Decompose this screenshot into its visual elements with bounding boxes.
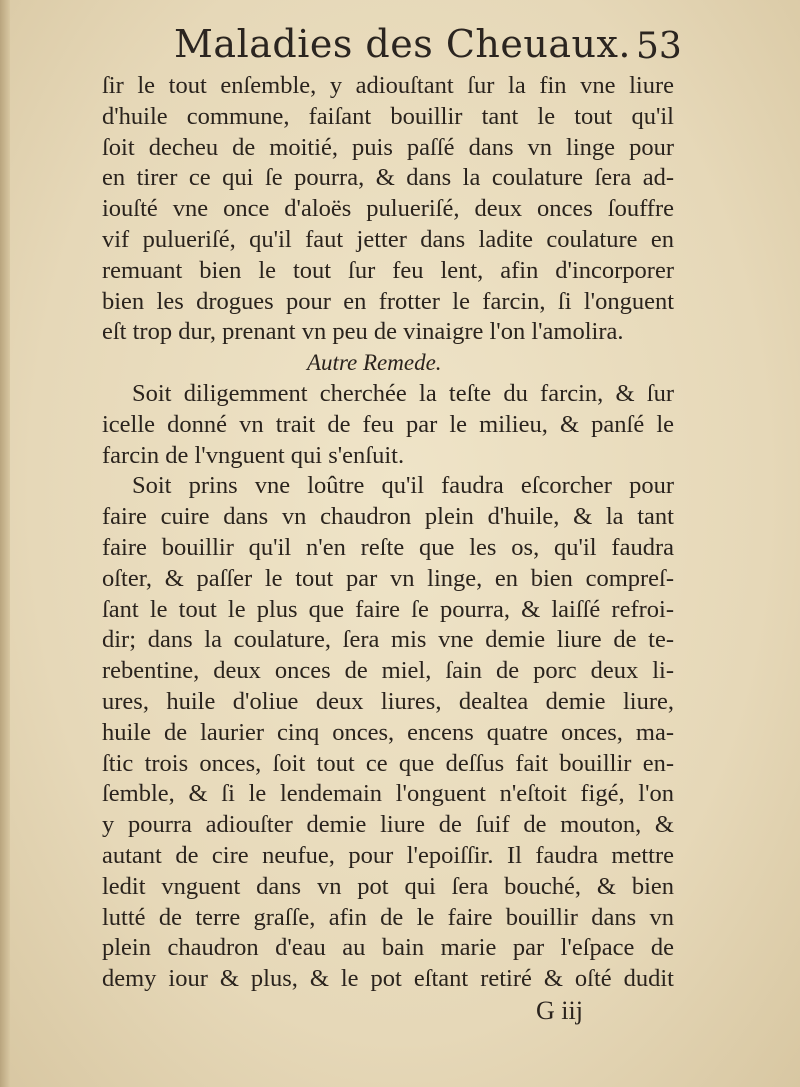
text-line: dir; dans la coulature, ſera mis vne demie liure de te- xyxy=(102,626,674,654)
section-heading: Autre Remede. xyxy=(307,350,442,376)
text-line: ſtic trois onces, ſoit tout ce que deſſus fait bouillir en- xyxy=(102,749,674,777)
body-text xyxy=(102,71,674,995)
text-line: huile de laurier cinq onces, encens quatre onces, ma- xyxy=(102,718,674,746)
text-line: eſt trop dur, prenant vn peu de vinaigre l'on l'amolira. xyxy=(102,318,624,346)
text-line: ledit vnguent dans vn pot qui ſera bouché, & bien xyxy=(102,872,674,900)
text-line: en tirer ce qui ſe pourra, & dans la coulature ſera ad- xyxy=(102,164,674,192)
page-gutter xyxy=(0,0,10,1087)
text-line: ures, huile d'oliue deux liures, dealtea demie liure, xyxy=(102,687,674,715)
text-line: ſant le tout le plus que faire ſe pourra, & laiſſé refroi- xyxy=(102,595,674,623)
text-line: ſoit decheu de moitié, puis paſſé dans vn linge pour xyxy=(102,133,674,161)
text-line: oſter, & paſſer le tout par vn linge, en bien compreſ- xyxy=(102,564,674,592)
text-line: ſemble, & ſi le lendemain l'onguent n'eſtoit figé, l'on xyxy=(102,780,674,808)
text-line: faire cuire dans vn chaudron plein d'huile, & la tant xyxy=(102,503,674,531)
text-line: y pourra adiouſter demie liure de ſuif de mouton, & xyxy=(102,811,674,839)
text-line: rebentine, deux onces de miel, ſain de porc deux li- xyxy=(102,657,674,685)
text-line: autant de cire neufue, pour l'epoiſſir. Il faudra mettre xyxy=(102,841,674,869)
running-title: Maladies des Cheuaux. xyxy=(174,22,631,66)
text-line: farcin de l'vnguent qui s'enſuit. xyxy=(102,441,405,469)
text-line: faire bouillir qu'il n'en reſte que les os, qu'il faudra xyxy=(102,533,674,561)
page-number: 53 xyxy=(636,26,682,67)
page-header xyxy=(104,22,682,74)
signature-mark: G iij xyxy=(536,996,583,1025)
text-line: plein chaudron d'eau au bain marie par l'eſpace de xyxy=(102,934,674,962)
text-line: vif pulueriſé, qu'il faut jetter dans ladite coulature en xyxy=(102,225,674,253)
text-line: bien les drogues pour en frotter le farcin, ſi l'onguent xyxy=(102,287,674,315)
text-line: icelle donné vn trait de feu par le milieu, & panſé le xyxy=(102,410,674,438)
text-line: Soit prins vne loûtre qu'il faudra eſcorcher pour xyxy=(132,472,674,500)
text-line: iouſté vne once d'aloës pulueriſé, deux onces ſouffre xyxy=(102,195,674,223)
text-line: ſir le tout enſemble, y adiouſtant ſur la fin vne liure xyxy=(102,72,674,99)
text-line: d'huile commune, faiſant bouillir tant le tout qu'il xyxy=(102,102,674,130)
text-line: remuant bien le tout ſur feu lent, afin d'incorporer xyxy=(102,256,674,284)
text-line: demy iour & plus, & le pot eſtant retiré & oſté dudit xyxy=(102,965,674,993)
text-line: lutté de terre graſſe, afin de le faire bouillir dans vn xyxy=(102,903,674,931)
text-line: Soit diligemment cherchée la teſte du farcin, & ſur xyxy=(132,379,674,407)
